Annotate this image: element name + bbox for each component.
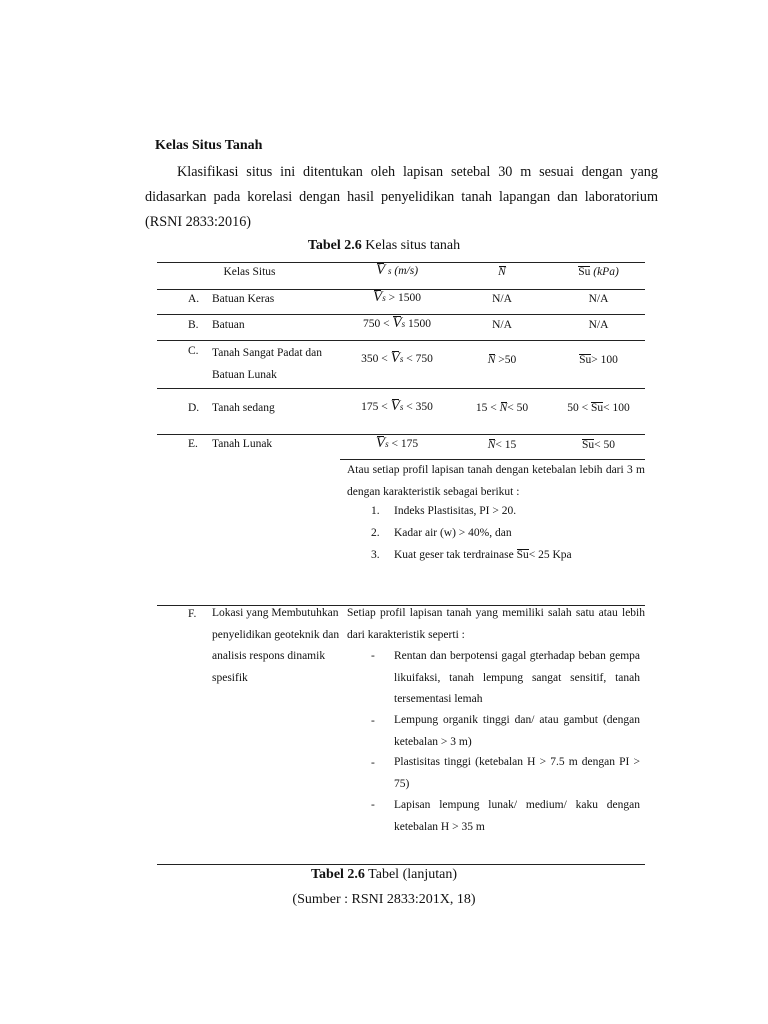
row-e-code: E. bbox=[188, 438, 198, 450]
vs-symbol: V bbox=[375, 435, 386, 451]
row-f-code: F. bbox=[188, 608, 197, 620]
footer-caption-label: Tabel 2.6 bbox=[310, 867, 365, 882]
row-a-vs bbox=[342, 289, 452, 306]
row-f-bullet-4: Lapisan lempung lunak/ medium/ kaku dengan ketebalan H > 35 m bbox=[394, 799, 640, 833]
row-c-vs bbox=[342, 350, 452, 367]
vs-symbol: V bbox=[390, 350, 400, 366]
row-a-n: N/A bbox=[492, 293, 512, 305]
row-e-item-3-text: Kuat geser tak terdrainase bbox=[394, 549, 517, 561]
footer-caption-text: Tabel (lanjutan) bbox=[364, 867, 457, 882]
su-symbol: Su bbox=[516, 549, 529, 561]
row-d-vs-upper: < 350 bbox=[403, 401, 433, 413]
row-f-bullet-2-dash: - bbox=[371, 715, 375, 727]
section-heading: Kelas Situs Tanah bbox=[155, 138, 263, 153]
row-c-name: Tanah Sangat Padat dan Batuan Lunak bbox=[212, 347, 323, 381]
row-b-name: Batuan bbox=[212, 319, 245, 331]
row-e-item-1-num: 1. bbox=[371, 505, 380, 517]
table-bottom-rule bbox=[157, 864, 645, 865]
vs-symbol: V bbox=[392, 315, 402, 331]
row-f-bullet-3: Plastisitas tinggi (ketebalan H > 7.5 m dengan PI > 75) bbox=[394, 756, 640, 790]
n-symbol: N bbox=[499, 402, 508, 414]
vs-unit: (m/s) bbox=[394, 265, 419, 277]
n-symbol: N bbox=[498, 266, 506, 278]
row-e-item-3-num: 3. bbox=[371, 549, 380, 561]
su-unit: (kPa) bbox=[593, 266, 619, 278]
table-caption-text: Kelas situs tanah bbox=[361, 238, 461, 253]
header-vs bbox=[342, 262, 452, 279]
header-su bbox=[552, 266, 645, 278]
row-e-su bbox=[552, 439, 645, 451]
row-b-vs-upper: 1500 bbox=[405, 318, 432, 330]
row-c-n bbox=[452, 354, 552, 366]
su-symbol: Su bbox=[578, 266, 591, 278]
row-d-n bbox=[452, 402, 552, 414]
su-symbol: Su bbox=[579, 354, 592, 366]
row-a-code: A. bbox=[188, 293, 200, 305]
vs-symbol: V bbox=[390, 398, 400, 414]
row-c-code: C. bbox=[188, 345, 199, 357]
intro-paragraph: Klasifikasi situs ini ditentukan oleh lapisan setebal 30 m sesuai dengan yang didasarkan pada korelasi dengan hasil penyelidikan tanah lapangan dan laboratorium (RSNI 2833:2016) bbox=[145, 164, 658, 230]
row-b-su: N/A bbox=[588, 319, 609, 331]
row-d-name: Tanah sedang bbox=[212, 402, 275, 414]
row-a-name: Batuan Keras bbox=[212, 293, 275, 305]
row-d-vs-lower: 175 < bbox=[361, 401, 388, 413]
row-e-vs-value: < 175 bbox=[388, 438, 419, 450]
row-b-n: N/A bbox=[492, 319, 512, 331]
table-caption-label: Tabel 2.6 bbox=[307, 238, 362, 253]
row-c-su bbox=[552, 354, 645, 366]
row-a-vs-value: > 1500 bbox=[388, 292, 421, 304]
row-c-vs-lower: 350 < bbox=[361, 353, 388, 365]
vs-subscript: s bbox=[399, 354, 404, 364]
row-f-bullet-2: Lempung organik tinggi dan/ atau gambut (dengan ketebalan > 3 m) bbox=[394, 714, 640, 748]
row-b-code: B. bbox=[188, 319, 199, 331]
vs-symbol: V bbox=[373, 289, 383, 305]
row-f-intro: Setiap profil lapisan tanah yang memiliki salah satu atau lebih dari karakteristik seperti : bbox=[347, 607, 645, 641]
row-f-bullet-4-dash: - bbox=[371, 799, 375, 811]
row-e-su-value: < 50 bbox=[594, 439, 616, 451]
row-c-vs-upper: < 750 bbox=[403, 353, 433, 365]
su-symbol: Su bbox=[590, 402, 604, 414]
row-rule-b bbox=[157, 340, 645, 341]
row-c-n-value: >50 bbox=[498, 354, 517, 366]
vs-subscript: s bbox=[382, 293, 386, 303]
table-caption bbox=[0, 238, 768, 254]
row-f-name: Lokasi yang Membutuhkan penyelidikan geoteknik dan analisis respons dinamik spesifik bbox=[212, 607, 340, 684]
vs-subscript: s bbox=[401, 319, 406, 329]
row-e-item-3 bbox=[394, 549, 572, 561]
row-f-bullet-1: Rentan dan berpotensi gagal gterhadap beban gempa likuifaksi, tanah lempung sangat sensitif, tanah tersementasi lemah bbox=[394, 650, 640, 705]
row-e-item-3-value: < 25 Kpa bbox=[528, 549, 572, 561]
row-f-bullet-3-dash: - bbox=[371, 757, 375, 769]
vs-subscript: s bbox=[388, 266, 392, 276]
row-d-su bbox=[552, 402, 645, 414]
row-d-vs bbox=[342, 398, 452, 415]
row-e-note-intro: Atau setiap profil lapisan tanah dengan ketebalan lebih dari 3 m dengan karakteristik sebagai berikut : bbox=[347, 464, 645, 498]
vs-subscript: s bbox=[385, 439, 389, 449]
row-c-su-value: > 100 bbox=[591, 354, 618, 366]
row-d-su-lower: 50 < bbox=[567, 402, 589, 414]
row-d-n-upper: < 50 bbox=[507, 402, 529, 414]
vs-subscript: s bbox=[399, 402, 404, 412]
row-e-vs bbox=[342, 435, 452, 452]
row-e-item-2: Kadar air (w) > 40%, dan bbox=[394, 527, 512, 539]
header-n bbox=[452, 266, 552, 278]
row-d-code: D. bbox=[188, 402, 200, 414]
source-note: (Sumber : RSNI 2833:201X, 18) bbox=[292, 892, 476, 907]
n-symbol: N bbox=[487, 439, 496, 451]
row-e-name: Tanah Lunak bbox=[212, 438, 273, 450]
vs-symbol: V bbox=[375, 262, 386, 278]
row-d-n-lower: 15 < bbox=[475, 402, 497, 414]
su-symbol: Su bbox=[581, 439, 595, 451]
row-a-su: N/A bbox=[588, 293, 609, 305]
row-b-vs bbox=[342, 315, 452, 332]
header-kelas-situs: Kelas Situs bbox=[223, 266, 276, 278]
row-b-vs-lower: 750 < bbox=[362, 318, 390, 330]
row-f-bullet-1-dash: - bbox=[371, 650, 375, 662]
footer-caption bbox=[0, 867, 768, 883]
row-rule-c bbox=[157, 388, 645, 389]
row-d-su-upper: < 100 bbox=[603, 402, 630, 414]
row-e-item-2-num: 2. bbox=[371, 527, 380, 539]
row-e-item-1: Indeks Plastisitas, PI > 20. bbox=[394, 505, 517, 517]
row-e-n-value: < 15 bbox=[495, 439, 517, 451]
n-symbol: N bbox=[487, 354, 496, 366]
row-e-n bbox=[452, 439, 552, 451]
